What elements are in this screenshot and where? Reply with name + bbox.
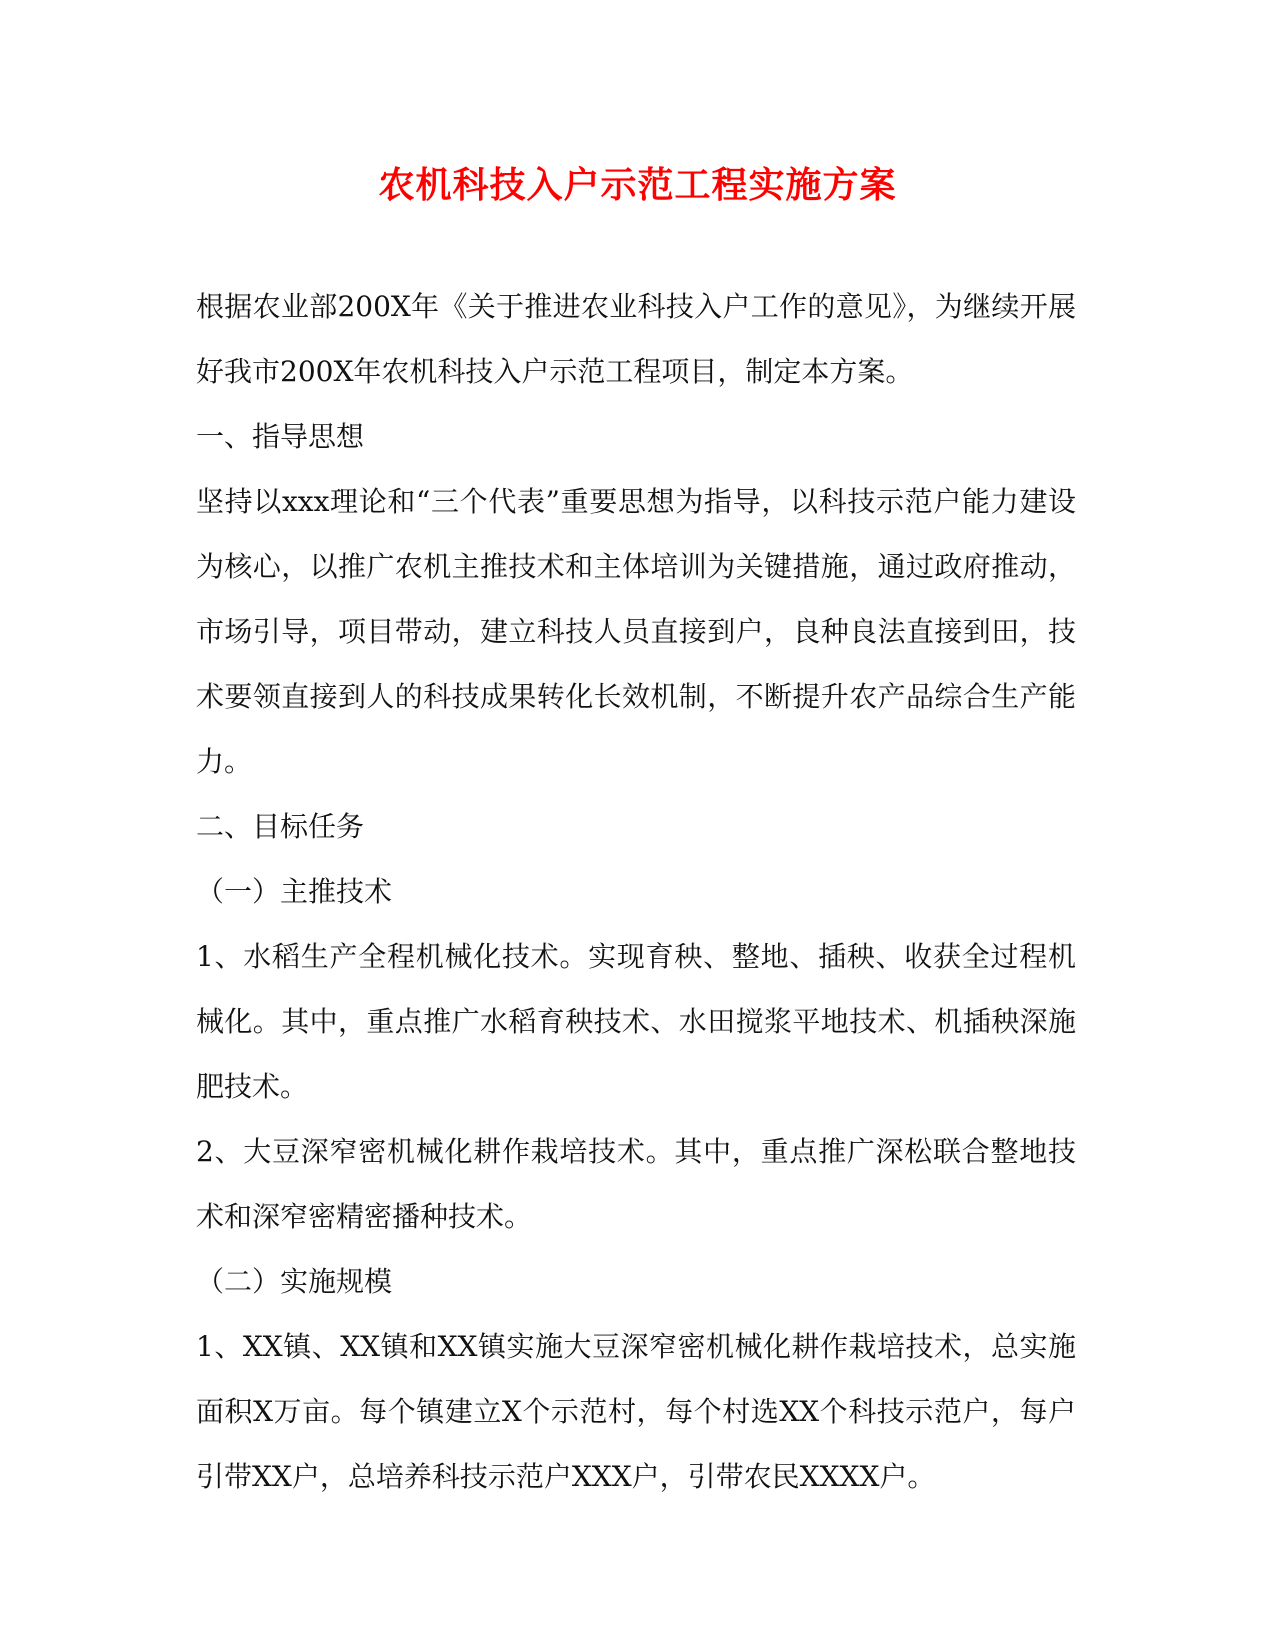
section-heading-guiding-ideology: 一、指导思想 [196,420,365,453]
list-item-rice-mechanization: 1、水稻生产全程机械化技术。实现育秧、整地、插秧、收获全过程机械化。其中，重点推广水稻育秧技术、水田搅浆平地技术、机插秧深施肥技术。 [196,940,1076,1103]
list-item-implementation-towns: 1、XX镇、XX镇和XX镇实施大豆深窄密机械化耕作栽培技术，总实施面积X万亩。每个镇建立X个示范村，每个村选XX个科技示范户，每户引带XX户，总培养科技示范户XXX户，引带农民XXXX户。 [196,1330,1076,1493]
section-heading-goals-tasks: 二、目标任务 [196,810,365,843]
guiding-ideology-paragraph: 坚持以xxx理论和“三个代表”重要思想为指导，以科技示范户能力建设为核心，以推广农机主推技术和主体培训为关键措施，通过政府推动，市场引导，项目带动，建立科技人员直接到户，良种良法直接到田，技术要领直接到人的科技成果转化长效机制，不断提升农产品综合生产能力。 [196,485,1076,778]
document-title: 农机科技入户示范工程实施方案 [378,164,897,206]
document-body [196,274,1076,1509]
list-item-soybean-cultivation: 2、大豆深窄密机械化耕作栽培技术。其中，重点推广深松联合整地技术和深窄密精密播种技术。 [196,1135,1076,1233]
subsection-heading-implementation-scale: （二）实施规模 [196,1265,393,1298]
subsection-heading-key-technologies: （一）主推技术 [196,875,393,908]
intro-paragraph: 根据农业部200X年《关于推进农业科技入户工作的意见》，为继续开展好我市200X年农机科技入户示范工程项目，制定本方案。 [196,290,1076,388]
